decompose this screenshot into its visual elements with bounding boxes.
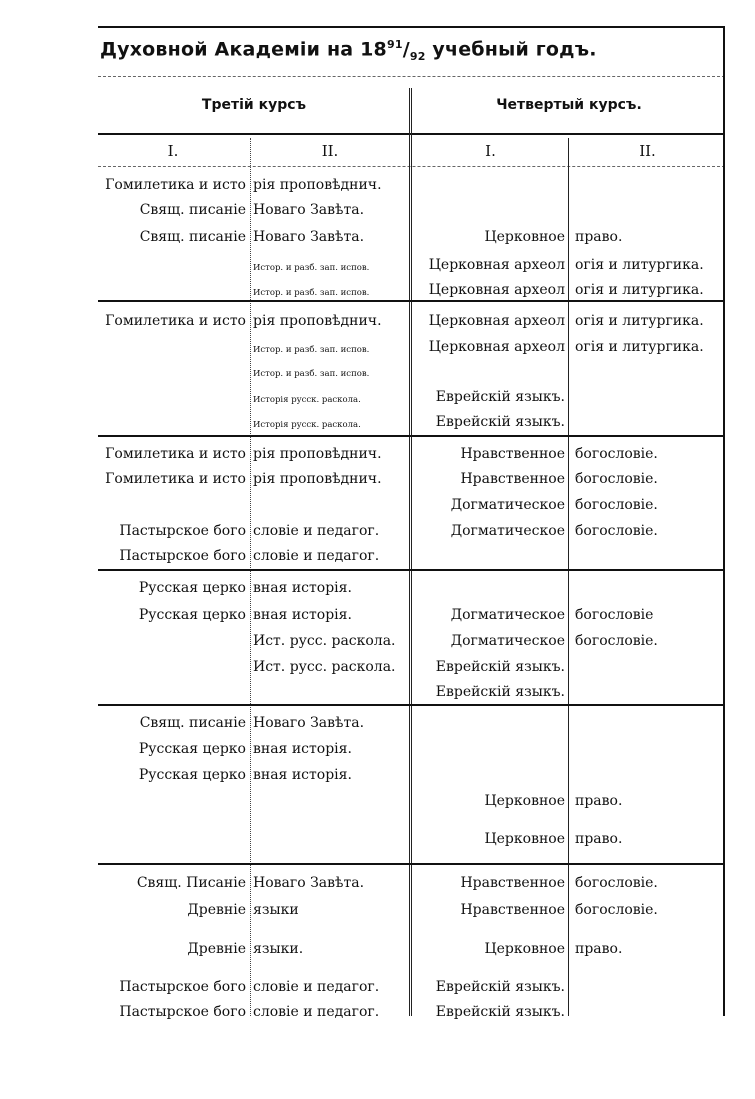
table-cell: Нравственное xyxy=(460,875,565,891)
table-cell: Гомилетика и исто xyxy=(105,471,246,487)
table-cell: право. xyxy=(575,229,623,245)
table-cell: огія и литургика. xyxy=(575,282,704,298)
table-cell: богословіе xyxy=(575,607,654,623)
table-cell: рія проповѣднич. xyxy=(253,313,382,329)
table-cell: Нравственное xyxy=(460,902,565,918)
table-cell: богословіе. xyxy=(575,497,658,513)
table-cell: Еврейскій языкъ. xyxy=(435,389,565,405)
column-header-fourth-1: I. xyxy=(485,142,496,160)
table-cell: право. xyxy=(575,831,623,847)
table-cell: право. xyxy=(575,793,623,809)
table-cell: Древніе xyxy=(187,902,246,918)
table-cell: Гомилетика и исто xyxy=(105,446,246,462)
table-cell: право. xyxy=(575,941,623,957)
course-header-fourth: Четвертый курсъ. xyxy=(496,97,642,113)
table-cell: словіе и педагог. xyxy=(253,548,380,564)
table-cell: богословіе. xyxy=(575,471,658,487)
table-cell: Еврейскій языкъ. xyxy=(435,414,565,430)
table-cell: Догматическое xyxy=(450,607,565,623)
table-cell: Русская церко xyxy=(138,767,246,783)
table-cell: огія и литургика. xyxy=(575,313,704,329)
table-cell: богословіе. xyxy=(575,523,658,539)
table-cell: вная исторія. xyxy=(253,607,352,623)
table-cell: Церковное xyxy=(484,793,565,809)
table-cell: языки. xyxy=(253,941,304,957)
table-cell: Русская церко xyxy=(138,580,246,596)
table-cell: огія и литургика. xyxy=(575,257,704,273)
column-header-fourth-2: II. xyxy=(639,142,656,160)
section-rule xyxy=(98,863,725,865)
table-cell: богословіе. xyxy=(575,446,658,462)
table-cell: Свящ. писаніе xyxy=(139,202,246,218)
column-header-third-1: I. xyxy=(167,142,179,160)
table-cell: Новаго Завѣта. xyxy=(253,715,365,731)
table-cell: богословіе. xyxy=(575,875,658,891)
table-cell: Гомилетика и исто xyxy=(105,177,246,193)
table-cell: Догматическое xyxy=(450,633,565,649)
course-header-third: Третій курсъ xyxy=(201,97,307,113)
table-cell: словіе и педагог. xyxy=(253,1004,380,1020)
section-rule xyxy=(98,300,725,302)
table-cell: Исторія русск. раскола. xyxy=(253,420,361,430)
table-cell: вная исторія. xyxy=(253,580,352,596)
table-cell: Еврейскій языкъ. xyxy=(435,1004,565,1020)
table-cell: Церковное xyxy=(484,831,565,847)
section-rule xyxy=(98,435,725,437)
table-cell: словіе и педагог. xyxy=(253,979,380,995)
table-cell: Истор. и разб. зап. испов. xyxy=(253,288,370,298)
table-cell: рія проповѣднич. xyxy=(253,446,382,462)
table-cell: Церковная археол xyxy=(428,339,565,355)
column-divider-fourth xyxy=(568,138,569,1016)
table-cell: Церковная археол xyxy=(428,313,565,329)
table-cell: Новаго Завѣта. xyxy=(253,875,365,891)
table-cell: Свящ. писаніе xyxy=(139,715,246,731)
table-cell: Церковное xyxy=(484,229,565,245)
table-cell: Нравственное xyxy=(460,446,565,462)
page-title: Духовной Академіи на $18^{91}/_{92}$ учебный годъ. xyxy=(100,38,597,64)
table-cell: вная исторія. xyxy=(253,767,352,783)
table-cell: Новаго Завѣта. xyxy=(253,202,365,218)
table-cell: Еврейскій языкъ. xyxy=(435,659,565,675)
table-cell: Еврейскій языкъ. xyxy=(435,684,565,700)
column-header-third-2: II. xyxy=(321,142,339,160)
table-cell: словіе и педагог. xyxy=(253,523,380,539)
table-cell: рія проповѣднич. xyxy=(253,177,382,193)
column-divider-third xyxy=(250,138,251,1016)
table-cell: Пастырское бого xyxy=(119,548,246,564)
section-rule xyxy=(98,569,725,571)
table-cell: огія и литургика. xyxy=(575,339,704,355)
title-underline xyxy=(98,76,725,77)
table-cell: богословіе. xyxy=(575,633,658,649)
table-cell: Свящ. Писаніе xyxy=(136,875,246,891)
table-cell: Церковная археол xyxy=(428,257,565,273)
table-cell: Русская церко xyxy=(138,741,246,757)
table-cell: Пастырское бого xyxy=(119,523,246,539)
top-rule xyxy=(98,26,725,28)
table-cell: вная исторія. xyxy=(253,741,352,757)
table-cell: Еврейскій языкъ. xyxy=(435,979,565,995)
table-cell: Новаго Завѣта. xyxy=(253,229,365,245)
table-cell: языки xyxy=(253,902,299,918)
table-cell: Исторія русск. раскола. xyxy=(253,395,361,405)
table-cell: Русская церко xyxy=(138,607,246,623)
table-cell: Церковное xyxy=(484,941,565,957)
table-cell: Догматическое xyxy=(450,497,565,513)
table-cell: Нравственное xyxy=(460,471,565,487)
table-cell: Истор. и разб. зап. испов. xyxy=(253,345,370,355)
table-cell: Пастырское бого xyxy=(119,1004,246,1020)
table-cell: богословіе. xyxy=(575,902,658,918)
table-cell: Гомилетика и исто xyxy=(105,313,246,329)
table-cell: Ист. русс. раскола. xyxy=(253,633,396,649)
right-border xyxy=(723,26,725,1016)
table-cell: Ист. русс. раскола. xyxy=(253,659,396,675)
table-cell: Свящ. писаніе xyxy=(139,229,246,245)
table-cell: Пастырское бого xyxy=(119,979,246,995)
table-cell: Древніе xyxy=(187,941,246,957)
table-cell: Догматическое xyxy=(450,523,565,539)
table-cell: Истор. и разб. зап. испов. xyxy=(253,263,370,273)
section-rule xyxy=(98,704,725,706)
table-cell: рія проповѣднич. xyxy=(253,471,382,487)
table-cell: Церковная археол xyxy=(428,282,565,298)
table-cell: Истор. и разб. зап. испов. xyxy=(253,369,370,379)
